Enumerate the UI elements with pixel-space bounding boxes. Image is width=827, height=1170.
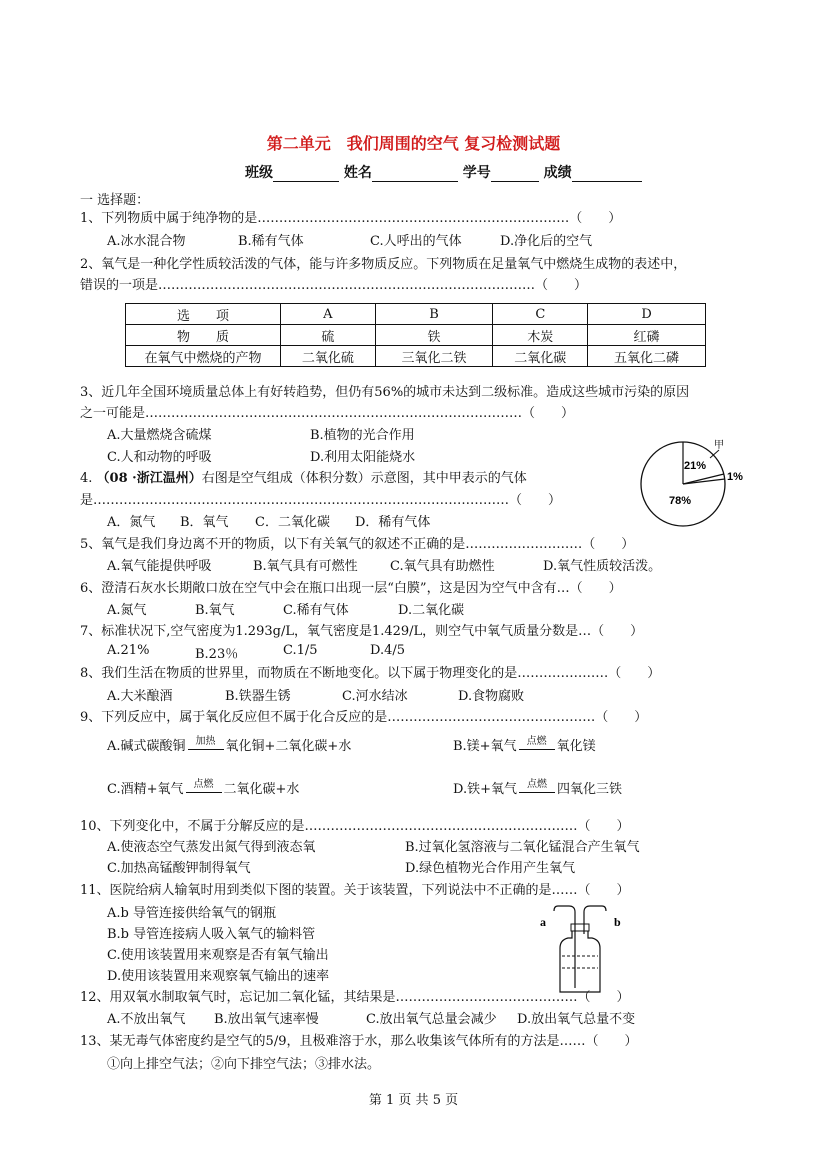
question-4-line2: 是……………………………………………………………………………………（ ） bbox=[80, 493, 562, 508]
question-12: 12、用双氧水制取氧气时，忘记加二氧化锰，其结果是……………………………………（ ） bbox=[80, 990, 630, 1005]
page-title: 第二单元 我们周围的空气 复习检测试题 bbox=[266, 134, 561, 153]
question-3-line1: 3、近几年全国环境质量总体上有好转趋势，但仍有56%的城市未达到二级标准。造成这些城市污染的原因 bbox=[80, 385, 690, 400]
q8-option-a: A.大米酿酒 bbox=[107, 689, 173, 704]
q4-option-d: D．稀有气体 bbox=[355, 515, 431, 530]
air-composition-pie bbox=[636, 432, 756, 532]
reaction-condition: 点燃 bbox=[193, 779, 214, 790]
q3-option-d: D.利用太阳能烧水 bbox=[310, 450, 416, 465]
q10-option-d: D.绿色植物光合作用产生氧气 bbox=[405, 861, 576, 876]
question-8: 8、我们生活在物质的世界里，而物质在不断地变化。以下属于物理变化的是…………………（ ） bbox=[80, 666, 661, 681]
reactant: D.铁+氧气 bbox=[453, 782, 517, 797]
question-1: 1、下列物质中属于纯净物的是………………………………………………………………（ ） bbox=[80, 211, 622, 226]
pie-label-jia: 甲 bbox=[714, 440, 724, 451]
bottle bbox=[560, 930, 600, 992]
class-label: 班级 bbox=[245, 165, 273, 181]
table-cell: 二氧化碳 bbox=[493, 346, 588, 367]
q7-option-d: D.4/5 bbox=[370, 643, 406, 658]
q12-option-d: D.放出氧气总量不变 bbox=[517, 1012, 636, 1027]
q11-option-c: C.使用该装置用来观察是否有氧气输出 bbox=[107, 948, 329, 963]
q7-option-c: C.1/5 bbox=[283, 643, 318, 658]
q8-option-c: C.河水结冰 bbox=[342, 689, 408, 704]
section-heading: 一 选择题： bbox=[80, 193, 150, 208]
id-label: 学号 bbox=[462, 165, 491, 181]
q11-option-b: B.b 导管连接病人吸入氧气的输料管 bbox=[107, 927, 316, 942]
q6-option-c: C.稀有气体 bbox=[283, 603, 349, 618]
tube-label-a: a bbox=[540, 915, 546, 929]
q11-option-d: D.使用该装置用来观察氧气输出的速率 bbox=[107, 969, 330, 984]
table-cell: 铁 bbox=[375, 325, 493, 346]
table-cell: 选 项 bbox=[126, 304, 281, 325]
table-row bbox=[126, 346, 706, 367]
student-info-line bbox=[245, 162, 642, 182]
q12-option-a: A.不放出氧气 bbox=[107, 1012, 186, 1027]
product: 二氧化碳+水 bbox=[223, 782, 300, 797]
reactant: A.碱式碳酸铜 bbox=[107, 739, 186, 754]
reaction-condition: 点燃 bbox=[527, 779, 547, 790]
q12-option-b: B.放出氧气速率慢 bbox=[214, 1012, 319, 1027]
q6-option-b: B.氧气 bbox=[195, 603, 235, 618]
q12-option-c: C.放出氧气总量会减少 bbox=[366, 1012, 497, 1027]
q9-option-b bbox=[453, 735, 596, 754]
question-6: 6、澄清石灰水长期敞口放在空气中会在瓶口出现一层“白膜”，这是因为空气中含有…（ ） bbox=[80, 581, 622, 596]
table-cell: A bbox=[281, 304, 376, 325]
reaction-condition: 点燃 bbox=[526, 736, 547, 747]
pie-label-78: 78% bbox=[669, 495, 692, 507]
table-cell: 红磷 bbox=[588, 325, 706, 346]
product: 氧化镁 bbox=[556, 739, 596, 754]
table-cell: D bbox=[588, 304, 706, 325]
question-2-line1: 2、氧气是一种化学性质较活泼的气体，能与许多物质反应。下列物质在足量氧气中燃烧生成物的表述中， bbox=[80, 257, 687, 272]
reactant: B.镁+氧气 bbox=[453, 739, 517, 754]
q1-option-b: B.稀有气体 bbox=[238, 234, 304, 249]
q4-option-a: A．氮气 bbox=[107, 515, 156, 530]
q4-option-c: C．二氧化碳 bbox=[255, 515, 330, 530]
pie-label-1: 1% bbox=[727, 471, 743, 483]
name-blank bbox=[372, 167, 458, 182]
reaction-arrow bbox=[519, 779, 555, 797]
question-3-line2: 之一可能是……………………………………………………………………………（ ） bbox=[80, 406, 575, 421]
question-9: 9、下列反应中，属于氧化反应但不属于化合反应的是…………………………………………（ ） bbox=[80, 710, 648, 725]
table-cell: 二氧化硫 bbox=[281, 346, 376, 367]
q11-option-a: A.b 导管连接供给氧气的钢瓶 bbox=[107, 906, 276, 921]
table-row bbox=[126, 325, 706, 346]
q6-option-a: A.氮气 bbox=[107, 603, 147, 618]
q6-option-d: D.二氧化碳 bbox=[398, 603, 465, 618]
q1-option-a: A.冰水混合物 bbox=[107, 234, 186, 249]
q1-option-d: D.净化后的空气 bbox=[500, 234, 593, 249]
q8-option-d: D.食物腐败 bbox=[458, 689, 525, 704]
question-5: 5、氧气是我们身边离不开的物质，以下有关氧气的叙述不正确的是………………………（ ） bbox=[80, 537, 635, 552]
q5-option-c: C.氧气具有助燃性 bbox=[390, 559, 495, 574]
gas-washing-bottle-diagram bbox=[520, 898, 640, 998]
table-cell: 五氧化二磷 bbox=[588, 346, 706, 367]
q10-option-b: B.过氧化氢溶液与二氧化锰混合产生氧气 bbox=[405, 840, 640, 855]
table-cell: 物 质 bbox=[126, 325, 281, 346]
q7-option-a: A.21% bbox=[107, 643, 150, 658]
table-row bbox=[126, 304, 706, 325]
question-13: 13、某无毒气体密度约是空气的5/9，且极难溶于水，那么收集该气体所有的方法是……（ ） bbox=[80, 1034, 638, 1049]
table-cell: 三氧化二铁 bbox=[375, 346, 493, 367]
product: 四氧化三铁 bbox=[557, 782, 623, 797]
reaction-condition: 加热 bbox=[195, 736, 216, 747]
q1-option-c: C.人呼出的气体 bbox=[370, 234, 462, 249]
question-10: 10、下列变化中，不属于分解反应的是………………………………………………………（ ） bbox=[80, 819, 630, 834]
q9-option-c bbox=[107, 778, 299, 797]
q13-methods: ①向上排空气法；②向下排空气法；③排水法。 bbox=[107, 1057, 381, 1072]
score-blank bbox=[572, 167, 642, 182]
q7-option-b: B.23％ bbox=[195, 647, 239, 662]
q9-option-a bbox=[107, 735, 351, 754]
q5-option-a: A.氧气能提供呼吸 bbox=[107, 559, 212, 574]
q4-number: 4. bbox=[80, 471, 93, 486]
q5-option-d: D.氧气性质较活泼。 bbox=[543, 559, 662, 574]
q2-table bbox=[125, 303, 706, 367]
table-cell: 木炭 bbox=[493, 325, 588, 346]
q10-option-a: A.使液态空气蒸发出氮气得到液态氧 bbox=[107, 840, 316, 855]
q9-option-d bbox=[453, 778, 622, 797]
q4-option-b: B．氧气 bbox=[180, 515, 229, 530]
class-blank bbox=[273, 167, 339, 182]
product: 氧化铜+二氧化碳+水 bbox=[225, 739, 352, 754]
table-cell: B bbox=[375, 304, 493, 325]
table-cell: 在氧气中燃烧的产物 bbox=[126, 346, 281, 367]
score-label: 成绩 bbox=[543, 165, 572, 181]
question-11: 11、医院给病人输氧时用到类似下图的装置。关于该装置，下列说法中不正确的是……（ ） bbox=[80, 883, 630, 898]
table-cell: C bbox=[493, 304, 588, 325]
q4-source: （08 ·浙江温州） bbox=[96, 471, 202, 486]
reactant: C.酒精+氧气 bbox=[107, 782, 184, 797]
page-footer: 第 1 页 共 5 页 bbox=[368, 1093, 459, 1108]
question-4-line1 bbox=[80, 467, 527, 486]
stopper bbox=[571, 924, 589, 931]
reaction-arrow bbox=[186, 779, 222, 797]
q10-option-c: C.加热高锰酸钾制得氧气 bbox=[107, 861, 251, 876]
q5-option-b: B.氧气具有可燃性 bbox=[253, 559, 358, 574]
reaction-arrow bbox=[188, 736, 224, 754]
reaction-arrow bbox=[519, 736, 555, 754]
q4-stem: 右图是空气组成（体积分数）示意图，其中甲表示的气体 bbox=[201, 471, 527, 486]
q3-option-a: A.大量燃烧含硫煤 bbox=[107, 428, 212, 443]
q3-option-b: B.植物的光合作用 bbox=[310, 428, 415, 443]
q8-option-b: B.铁器生锈 bbox=[225, 689, 291, 704]
tube-label-b: b bbox=[614, 915, 621, 929]
pie-divider bbox=[683, 474, 724, 484]
pie-divider bbox=[683, 479, 725, 484]
question-2-line2: 错误的一项是……………………………………………………………………………（ ） bbox=[80, 278, 588, 293]
id-blank bbox=[491, 167, 539, 182]
q3-option-c: C.人和动物的呼吸 bbox=[107, 450, 212, 465]
question-7: 7、标准状况下,空气密度为1.293g/L，氧气密度是1.429/L，则空气中氧气质量分数是…（ ） bbox=[80, 624, 644, 639]
pie-label-21: 21% bbox=[684, 460, 707, 472]
table-cell: 硫 bbox=[281, 325, 376, 346]
tube-a bbox=[554, 906, 575, 988]
name-label: 姓名 bbox=[343, 165, 372, 181]
